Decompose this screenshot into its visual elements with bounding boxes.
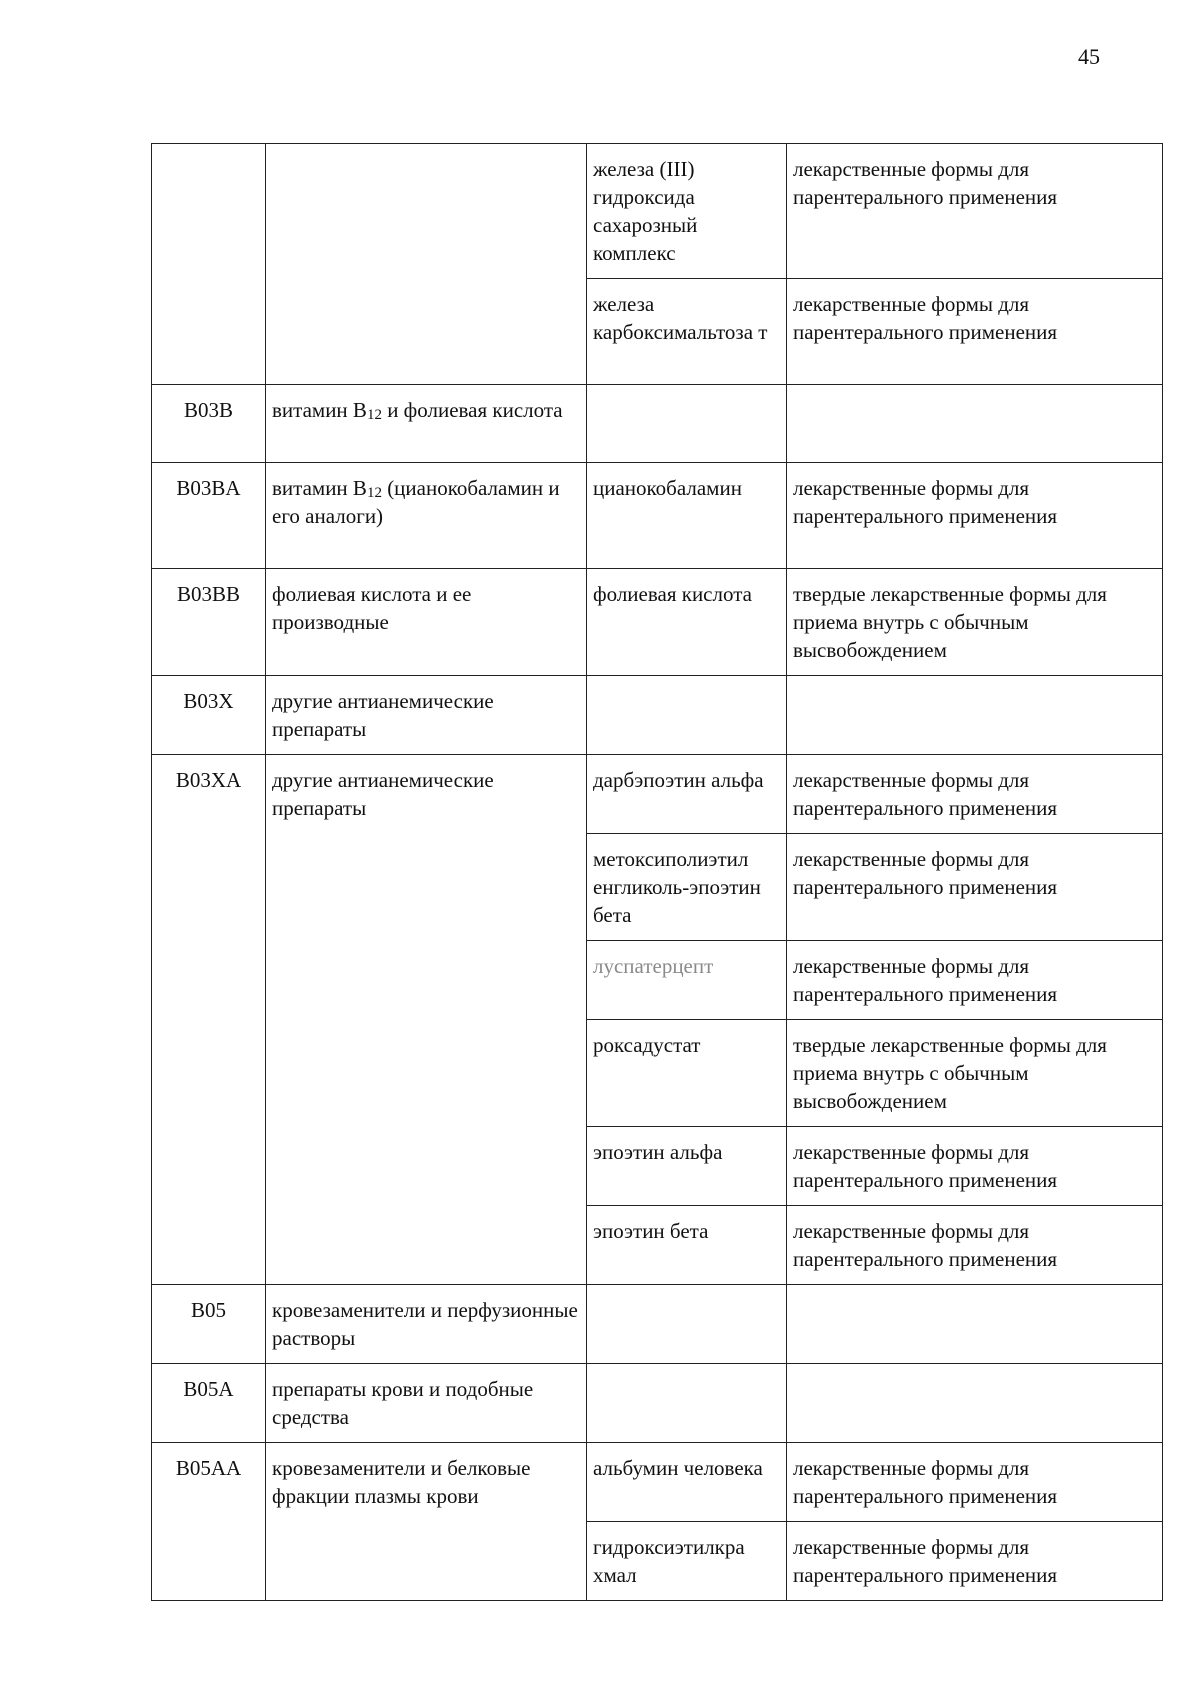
dosage-form-cell: лекарственные формы для парентерального применения xyxy=(787,144,1163,279)
drug-inn-cell: железа (III) гидроксида сахарозный комплекс xyxy=(587,144,787,279)
atc-code-cell: B03B xyxy=(152,385,266,463)
atc-group-name-cell: другие антианемические препараты xyxy=(266,676,587,755)
table-row xyxy=(152,144,1163,279)
drug-inn-cell xyxy=(587,385,787,463)
atc-group-name-cell: витамин $B_{12}$ и фолиевая кислота xyxy=(266,385,587,463)
table-row xyxy=(152,1285,1163,1364)
drug-inn-cell: эпоэтин альфа xyxy=(587,1127,787,1206)
table-row xyxy=(152,463,1163,569)
dosage-form-cell xyxy=(787,1364,1163,1443)
table-row xyxy=(152,676,1163,755)
table-row xyxy=(152,385,1163,463)
table-row xyxy=(152,569,1163,676)
table-row xyxy=(152,1364,1163,1443)
dosage-form-cell: лекарственные формы для парентерального применения xyxy=(787,755,1163,834)
drug-inn-cell: альбумин человека xyxy=(587,1443,787,1522)
drug-inn-cell: роксадустат xyxy=(587,1020,787,1127)
atc-group-name-cell: кровезаменители и перфузионные растворы xyxy=(266,1285,587,1364)
atc-group-name-cell: витамин $B_{12}$ (цианокобаламин и его аналоги) xyxy=(266,463,587,569)
dosage-form-cell xyxy=(787,385,1163,463)
atc-code-cell: B05 xyxy=(152,1285,266,1364)
dosage-form-cell: лекарственные формы для парентерального применения xyxy=(787,463,1163,569)
atc-code-cell: B03XA xyxy=(152,755,266,1285)
drug-inn-cell xyxy=(587,1285,787,1364)
atc-code-cell: B03BA xyxy=(152,463,266,569)
dosage-form-cell: лекарственные формы для парентерального применения xyxy=(787,941,1163,1020)
atc-group-name-cell xyxy=(266,144,587,385)
atc-group-name-cell: другие антианемические препараты xyxy=(266,755,587,1285)
atc-group-name-cell: кровезаменители и белковые фракции плазмы крови xyxy=(266,1443,587,1601)
drug-inn-cell xyxy=(587,1364,787,1443)
drug-inn-cell xyxy=(587,676,787,755)
atc-code-cell: B03BB xyxy=(152,569,266,676)
page-number: 45 xyxy=(1078,44,1100,69)
table-row xyxy=(152,755,1163,834)
drug-inn-cell: метоксиполиэтил енгликоль-эпоэтин бета xyxy=(587,834,787,941)
drug-inn-cell: эпоэтин бета xyxy=(587,1206,787,1285)
dosage-form-cell xyxy=(787,1285,1163,1364)
drug-table xyxy=(151,143,1163,1601)
drug-inn-cell: гидроксиэтилкра хмал xyxy=(587,1522,787,1601)
dosage-form-cell: лекарственные формы для парентерального применения xyxy=(787,1127,1163,1206)
drug-inn-cell: фолиевая кислота xyxy=(587,569,787,676)
dosage-form-cell: лекарственные формы для парентерального применения xyxy=(787,1443,1163,1522)
atc-code-cell: B05AA xyxy=(152,1443,266,1601)
drug-inn-cell: цианокобаламин xyxy=(587,463,787,569)
atc-code-cell: B05A xyxy=(152,1364,266,1443)
drug-inn-cell: железа карбоксимальтоза т xyxy=(587,279,787,385)
dosage-form-cell: твердые лекарственные формы для приема внутрь с обычным высвобождением xyxy=(787,1020,1163,1127)
atc-code-cell xyxy=(152,144,266,385)
dosage-form-cell: лекарственные формы для парентерального применения xyxy=(787,1522,1163,1601)
dosage-form-cell: лекарственные формы для парентерального применения xyxy=(787,834,1163,941)
table-row xyxy=(152,1443,1163,1522)
atc-code-cell: B03X xyxy=(152,676,266,755)
drug-inn-cell: луспатерцепт xyxy=(587,941,787,1020)
atc-group-name-cell: препараты крови и подобные средства xyxy=(266,1364,587,1443)
dosage-form-cell: лекарственные формы для парентерального применения xyxy=(787,279,1163,385)
dosage-form-cell: твердые лекарственные формы для приема внутрь с обычным высвобождением xyxy=(787,569,1163,676)
drug-inn-cell: дарбэпоэтин альфа xyxy=(587,755,787,834)
atc-group-name-cell: фолиевая кислота и ее производные xyxy=(266,569,587,676)
dosage-form-cell: лекарственные формы для парентерального применения xyxy=(787,1206,1163,1285)
dosage-form-cell xyxy=(787,676,1163,755)
